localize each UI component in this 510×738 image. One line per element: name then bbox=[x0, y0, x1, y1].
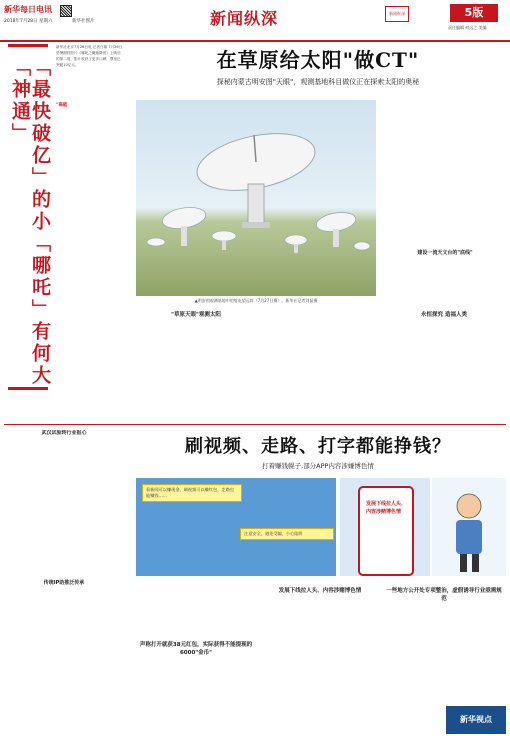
radio-telescope-photo bbox=[136, 100, 376, 296]
photo-credit: 新华社图片 bbox=[72, 19, 95, 24]
chat-bubble-warning: 注意安全，避免受骗，小心陷阱 bbox=[240, 528, 334, 540]
chat-bubble: 看新闻可以赚现金，刷视频可以赚红包，走路也能赚钱…… bbox=[142, 484, 242, 502]
phone-screen-text: 发展下线拉人头、内容涉赌博色情 bbox=[366, 501, 407, 515]
issue-date: 2018年7月28日 星期六 bbox=[4, 19, 53, 24]
newspaper-brand: 新华每日电讯 bbox=[4, 5, 52, 14]
subhead-explore: 永恒探究 造福人类 bbox=[421, 312, 467, 318]
photo-caption: ▲明安图观测基地中的射电望远阵（7月27日摄）。新华社记者刘磊摄 bbox=[194, 298, 318, 303]
section-title: 新闻纵深 bbox=[210, 9, 279, 28]
left-vertical-headline bbox=[8, 44, 51, 390]
xinhua-viewpoint-logo: 新华视点 bbox=[446, 706, 506, 734]
cartoon-illustration bbox=[432, 478, 506, 576]
vertical-title: 「最快破亿」的小「哪吒」有何大「神通」 bbox=[9, 57, 51, 387]
left-subhead: "高能 bbox=[56, 103, 68, 108]
chat-illustration bbox=[136, 478, 336, 576]
smartphone-icon bbox=[358, 486, 414, 576]
bottom-title: 刷视频、走路、打字都能挣钱？ bbox=[185, 436, 451, 457]
person-icon bbox=[432, 478, 506, 576]
bottom-subhead-3: 一些地方公开处专项整治，虚假诱导行业亟需规范 bbox=[386, 588, 502, 602]
left-body-text bbox=[56, 100, 124, 380]
main-article-columns bbox=[136, 306, 506, 426]
main-article-header bbox=[130, 44, 506, 87]
bottom-subhead-1: 声称打开就获38元红包，实际获得不能提现的6000"金币" bbox=[139, 642, 253, 656]
telescope-illustration bbox=[136, 100, 376, 296]
left-intro-text: 新华社北京7月28日电 记者白瑜 7月26日是暑期档影片《哪吒之魔童降世》上映后的第二周，影片收获了更多口碑，票房已突破10亿元。 bbox=[56, 45, 123, 67]
main-subtitle: 探秘内蒙古明安图"天眼"，观测基地科目做仪正在探索太阳的奥秘 bbox=[216, 78, 420, 86]
section-logo-icon: 新闻纵深 bbox=[385, 6, 409, 22]
masthead bbox=[0, 0, 510, 42]
page-number: 5版 bbox=[450, 4, 498, 22]
left-bottom-subhead-2: 传统IP助推泛传承 bbox=[43, 580, 85, 586]
editor-credit: 责任编辑 何远之 美编 bbox=[448, 25, 487, 30]
bottom-article-header bbox=[130, 432, 506, 470]
section-divider bbox=[4, 424, 506, 425]
left-bottom-column bbox=[4, 430, 124, 734]
qr-code-icon bbox=[60, 5, 72, 17]
phone-illustration bbox=[340, 478, 430, 576]
bottom-subhead-2: 发展下线拉人头、内容涉赌博色情 bbox=[278, 588, 362, 594]
main-title: 在草原给太阳"做CT" bbox=[216, 48, 420, 72]
bottom-subtitle: 打着赚钱幌子,部分APP内容涉嫌博色情 bbox=[262, 462, 374, 470]
subhead-sky-eye: "草原天眼"观测太阳 bbox=[171, 312, 221, 318]
left-bottom-subhead-1: 武汉试验转行业报心 bbox=[41, 430, 87, 436]
right-subhead: 建设一流天文台的"底线" bbox=[417, 250, 473, 256]
